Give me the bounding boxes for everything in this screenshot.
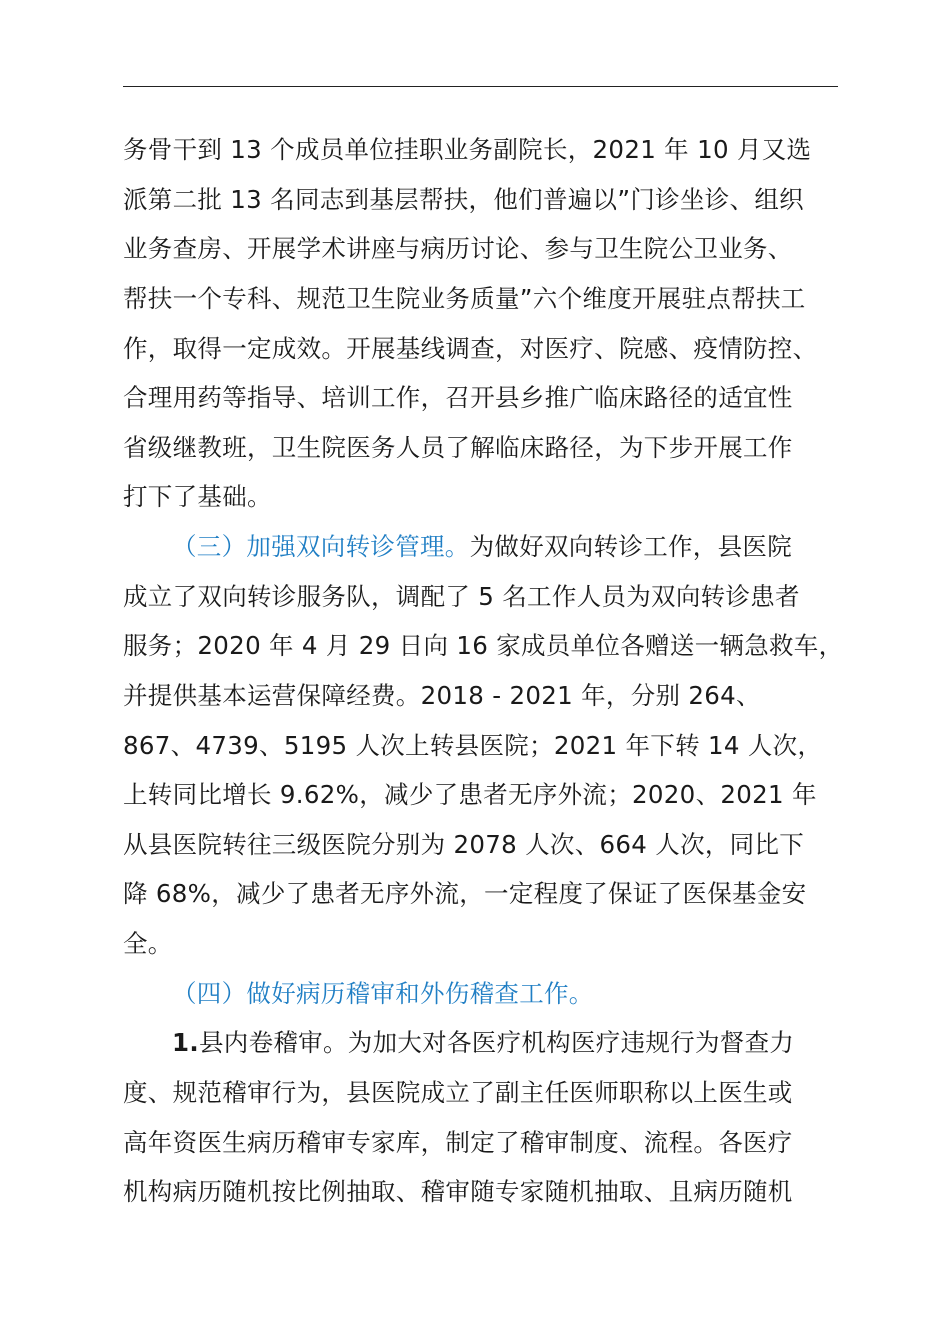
paragraph-line: 全。 bbox=[123, 929, 173, 958]
paragraph-line: 务骨干到 13 个成员单位挂职业务副院长，2021 年 10 月又选 bbox=[123, 135, 812, 164]
item-1-first-line-text: 县内卷稽审。为加大对各医疗机构医疗违规行为督查力 bbox=[198, 1028, 795, 1057]
paragraph-line: 高年资医生病历稽审专家库，制定了稽审制度、流程。各医疗 bbox=[123, 1128, 793, 1157]
paragraph-line: 从县医院转往三级医院分别为 2078 人次、664 人次，同比下 bbox=[123, 830, 805, 859]
paragraph-line: 打下了基础。 bbox=[123, 482, 272, 511]
section-3-heading: （三）加强双向转诊管理。 bbox=[172, 532, 470, 561]
item-1-number: 1. bbox=[172, 1028, 199, 1057]
paragraph-line: 867、4739、5195 人次上转县医院；2021 年下转 14 人次， bbox=[123, 731, 823, 760]
paragraph-line: 成立了双向转诊服务队，调配了 5 名工作人员为双向转诊患者 bbox=[123, 582, 800, 611]
section-4-heading: （四）做好病历稽审和外伤稽查工作。 bbox=[172, 979, 594, 1008]
section-3-first-line bbox=[172, 530, 912, 564]
paragraph-line: 服务；2020 年 4 月 29 日向 16 家成员单位各赠送一辆急救车， bbox=[123, 631, 844, 660]
item-1-first-line bbox=[172, 1026, 912, 1060]
paragraph-line: 度、规范稽审行为，县医院成立了副主任医师职称以上医生或 bbox=[123, 1078, 793, 1107]
paragraph-line: 业务查房、开展学术讲座与病历讨论、参与卫生院公卫业务、 bbox=[123, 234, 793, 263]
header-rule bbox=[123, 86, 838, 87]
paragraph-line: 降 68%，减少了患者无序外流，一定程度了保证了医保基金安 bbox=[123, 879, 807, 908]
paragraph-line: 机构病历随机按比例抽取、稽审随专家随机抽取、且病历随机 bbox=[123, 1177, 793, 1206]
paragraph-line: 并提供基本运营保障经费。2018 - 2021 年，分别 264、 bbox=[123, 681, 761, 710]
paragraph-line: 合理用药等指导、培训工作，召开县乡推广临床路径的适宜性 bbox=[123, 383, 793, 412]
paragraph-line: 上转同比增长 9.62%，减少了患者无序外流；2020、2021 年 bbox=[123, 780, 817, 809]
paragraph-line: 省级继教班，卫生院医务人员了解临床路径，为下步开展工作 bbox=[123, 433, 793, 462]
paragraph-line: 作，取得一定成效。开展基线调查，对医疗、院感、疫情防控、 bbox=[123, 334, 818, 363]
paragraph-line: 派第二批 13 名同志到基层帮扶，他们普遍以”门诊坐诊、组织 bbox=[123, 185, 804, 214]
paragraph-line: 帮扶一个专科、规范卫生院业务质量”六个维度开展驻点帮扶工 bbox=[123, 284, 806, 313]
section-3-first-line-text: 为做好双向转诊工作，县医院 bbox=[469, 532, 793, 561]
